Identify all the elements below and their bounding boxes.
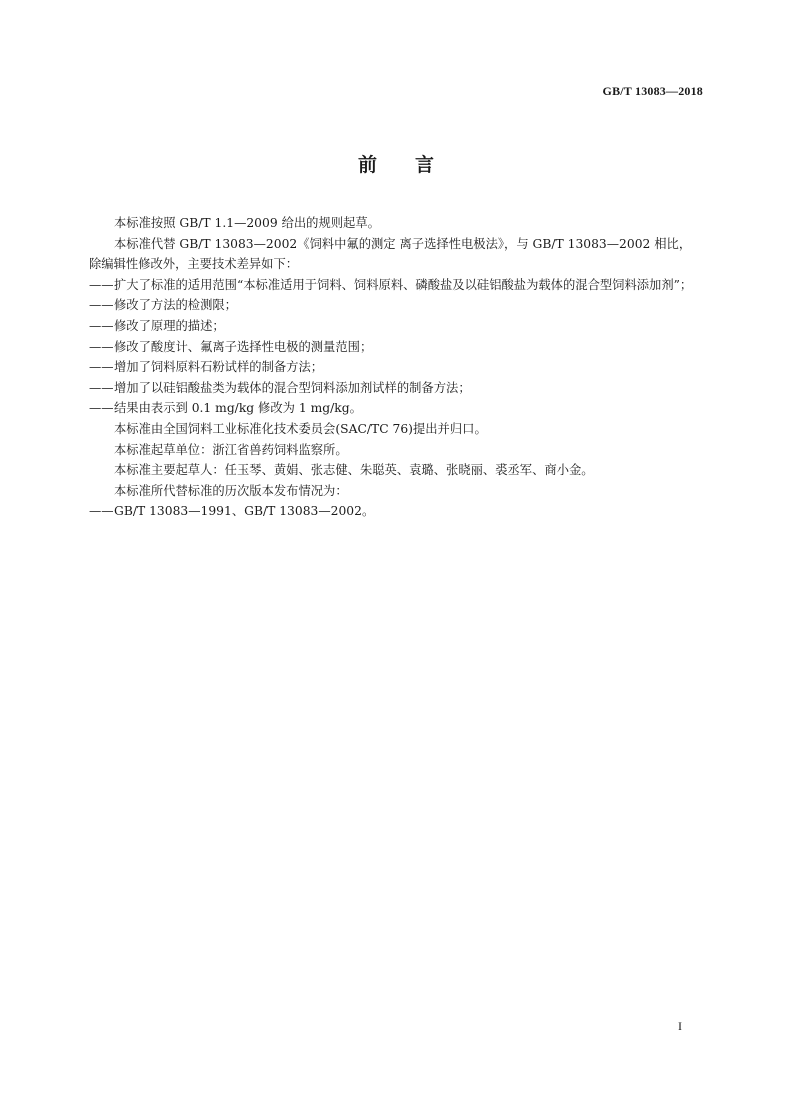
list-item: [89, 275, 703, 296]
list-item-history: [89, 501, 703, 522]
paragraph-history-intro: 本标准所代替标准的历次版本发布情况为：: [114, 483, 348, 498]
dash-mark: ——: [89, 380, 114, 395]
list-item: [89, 295, 703, 316]
paragraph-replacement: 本标准代替 GB/T 13083—2002《饲料中氟的测定 离子选择性电极法》，与 GB/T 13083—2002 相比，除编辑性修改外，主要技术差异如下：: [89, 236, 692, 272]
list-item: [89, 337, 703, 358]
standard-code: GB/T 13083—2018: [602, 84, 703, 98]
dash-mark: ——: [89, 504, 114, 519]
list-item-text: 增加了以硅铝酸盐类为载体的混合型饲料添加剂试样的制备方法；: [114, 380, 471, 395]
dash-mark: ——: [89, 318, 114, 333]
list-item: [89, 357, 703, 378]
page-title: 前言: [357, 154, 472, 176]
list-item-text: 修改了酸度计、氟离子选择性电极的测量范围；: [114, 339, 373, 354]
list-item-text: 修改了原理的描述；: [114, 318, 225, 333]
dash-mark: ——: [89, 339, 114, 354]
paragraph-drafting-rules: 本标准按照 GB/T 1.1—2009 给出的规则起草。: [114, 216, 380, 230]
dash-mark: ——: [89, 360, 114, 375]
paragraph-proposer: 本标准由全国饲料工业标准化技术委员会(SAC/TC 76)提出并归口。: [114, 421, 487, 436]
list-item: [89, 398, 703, 419]
list-item-text: 修改了方法的检测限；: [114, 298, 237, 313]
dash-mark: ——: [89, 298, 114, 313]
list-item: [89, 378, 703, 399]
foreword-body: [89, 213, 703, 522]
paragraph-drafting-unit: 本标准起草单位：浙江省兽药饲料监察所。: [114, 442, 348, 457]
list-item-text: 增加了饲料原料石粉试样的制备方法；: [114, 360, 324, 375]
dash-mark: ——: [89, 277, 114, 292]
history-text: GB/T 13083—1991、GB/T 13083—2002。: [114, 504, 375, 519]
list-item-text: 扩大了标准的适用范围“本标准适用于饲料、饲料原料、磷酸盐及以硅铝酸盐为载体的混合型饲料添加剂”；: [114, 277, 693, 292]
list-item: [89, 316, 703, 337]
page-number: I: [678, 1019, 682, 1033]
dash-mark: ——: [89, 401, 114, 416]
paragraph-drafters: 本标准主要起草人：任玉琴、黄娟、张志健、朱聪英、袁璐、张晓丽、裘丞军、商小金。: [114, 463, 594, 478]
list-item-text: 结果由表示到 0.1 mg/kg 修改为 1 mg/kg。: [114, 401, 362, 416]
